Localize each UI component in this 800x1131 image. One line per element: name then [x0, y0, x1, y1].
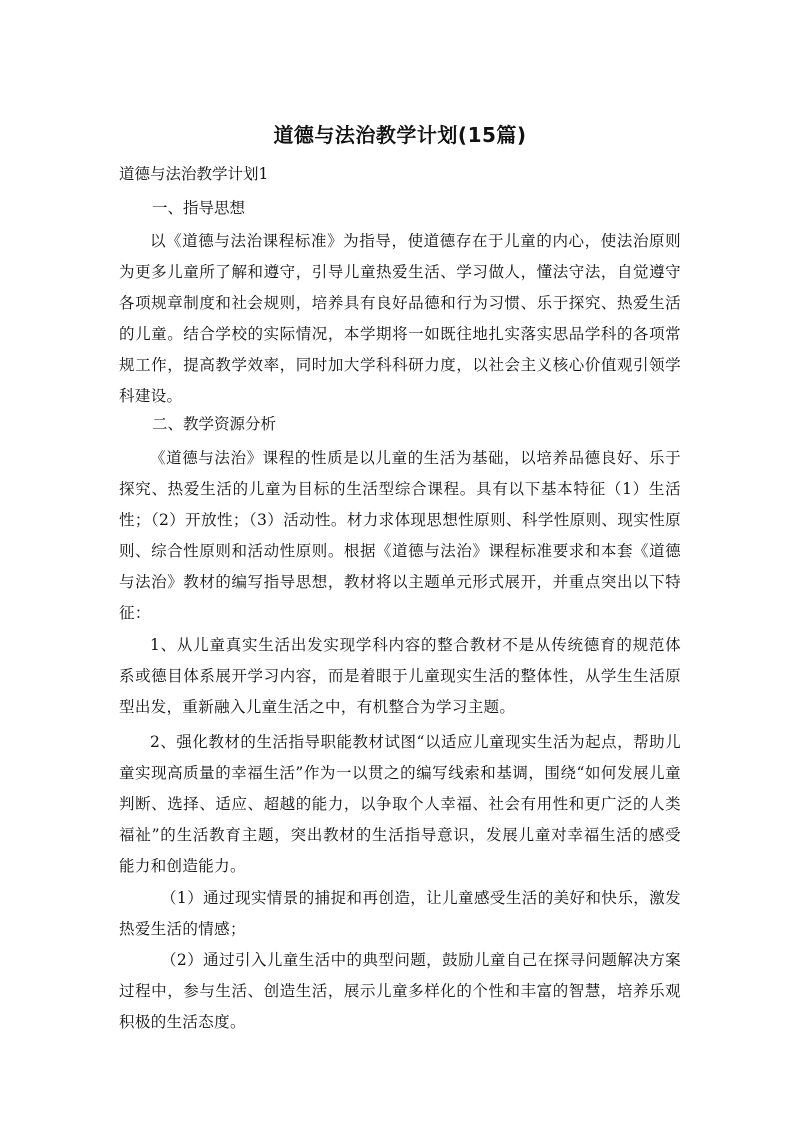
section-heading-guiding-ideology: 一、指导思想	[152, 199, 246, 217]
paragraph-sub-point-1: （1）通过现实情景的捕捉和再创造，让儿童感受生活的美好和快乐，激发热爱生活的情感；	[119, 889, 681, 938]
section-heading-resource-analysis: 二、教学资源分析	[152, 415, 277, 433]
paragraph-resource-analysis: 《道德与法治》课程的性质是以儿童的生活为基础，以培养品德良好、乐于探究、热爱生活的儿童为目标的生活型综合课程。具有以下基本特征（1）生活性；（2）开放性；（3）活动性。材力求体现思想性原则、科学性原则、现实性原则、综合性原则和活动性原则。根据《道德与法治》课程标准要求和本套《道德与法治》教材的编写指导思想，教材将以主题单元形式展开，并重点突出以下特征：	[119, 449, 681, 622]
document-subtitle: 道德与法治教学计划1	[119, 165, 269, 183]
document-title: 道德与法治教学计划(15篇)	[273, 123, 527, 147]
paragraph-guiding-ideology: 以《道德与法治课程标准》为指导，使道德存在于儿童的内心，使法治原则为更多儿童所了解和遵守，引导儿童热爱生活、学习做人，懂法守法，自觉遵守各项规章制度和社会规则，培养具有良好品德和行为习惯、乐于探究、热爱生活的儿童。结合学校的实际情况，本学期将一如既往地扎实落实思品学科的各项常规工作，提高教学效率，同时加大学科科研力度，以社会主义核心价值观引领学科建设。	[119, 232, 681, 405]
paragraph-point-2: 2、强化教材的生活指导职能教材试图“以适应儿童现实生活为起点，帮助儿童实现高质量的幸福生活”作为一以贯之的编写线索和基调，围绕“如何发展儿童判断、选择、适应、超越的能力，以争取个人幸福、社会有用性和更广泛的人类福祉”的生活教育主题，突出教材的生活指导意识，发展儿童对幸福生活的感受能力和创造能力。	[119, 733, 681, 875]
paragraph-point-1: 1、从儿童真实生活出发实现学科内容的整合教材不是从传统德育的规范体系或德目体系展开学习内容，而是着眼于儿童现实生活的整体性，从学生生活原型出发，重新融入儿童生活之中，有机整合为学习主题。	[119, 636, 681, 716]
paragraph-sub-point-2: （2）通过引入儿童生活中的典型问题，鼓励儿童自己在探寻问题解决方案过程中，参与生活、创造生活，展示儿童多样化的个性和丰富的智慧，培养乐观积极的生活态度。	[119, 951, 681, 1031]
